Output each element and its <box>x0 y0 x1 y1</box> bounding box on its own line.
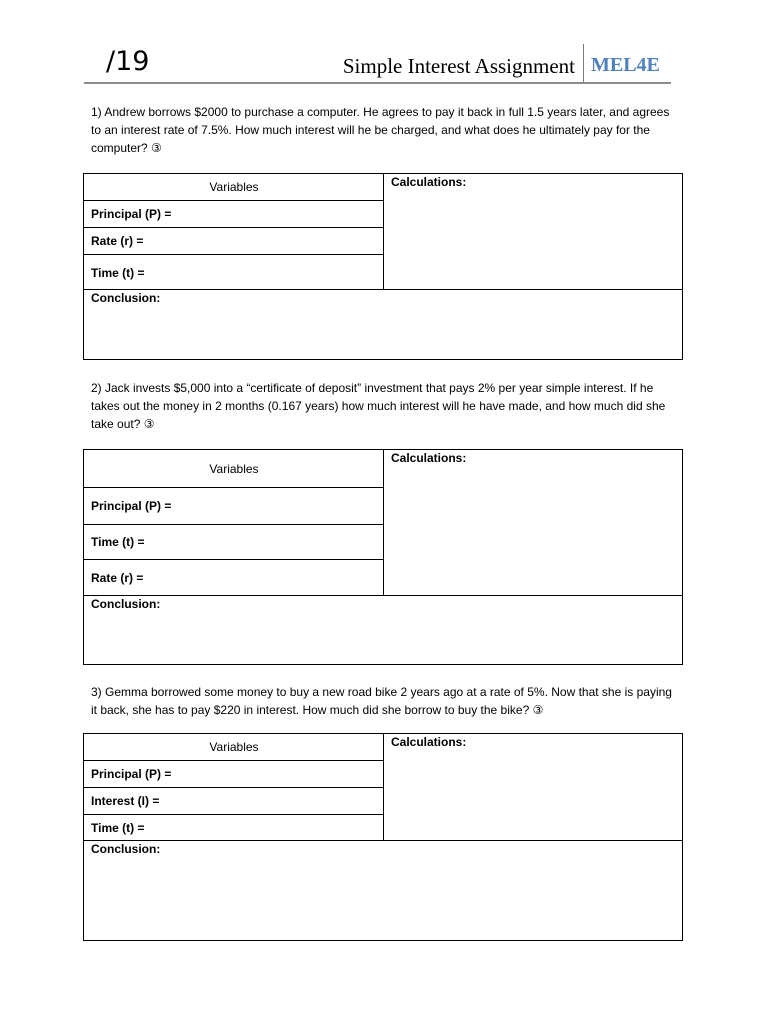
question-2-table <box>83 449 683 665</box>
variables-header: Variables <box>84 174 384 201</box>
variables-column <box>84 450 384 596</box>
variables-header: Variables <box>84 734 384 761</box>
score-label: /19 <box>106 46 150 77</box>
variables-header: Variables <box>84 450 384 488</box>
question-1-text: 1) Andrew borrows $2000 to purchase a computer. He agrees to pay it back in full 1.5 years later, and agrees to an interest rate of 7.5%. How much interest will he be charged, and what does he ultimately pay for the computer? ③ <box>91 105 670 155</box>
calculations-label: Calculations: <box>391 735 467 749</box>
variable-row[interactable]: Principal (P) = <box>84 488 384 525</box>
variable-row[interactable]: Time (t) = <box>91 821 145 835</box>
calculations-label: Calculations: <box>391 175 467 189</box>
conclusion-divider <box>84 840 682 841</box>
page-title: Simple Interest Assignment <box>342 54 575 78</box>
course-code: MEL4E <box>591 54 660 76</box>
variable-row[interactable]: Interest (I) = <box>84 788 384 815</box>
question-2-text: 2) Jack invests $5,000 into a “certificate of deposit” investment that pays 2% per year simple interest. If he takes out the money in 2 months (0.167 years) how much interest will he have made, and how much did she take out? ③ <box>91 381 666 431</box>
conclusion-divider <box>84 289 682 290</box>
variables-column <box>84 174 384 290</box>
header-rule <box>84 82 671 84</box>
conclusion-label: Conclusion: <box>91 291 161 305</box>
variable-row[interactable]: Rate (r) = <box>91 571 144 585</box>
calculations-label: Calculations: <box>391 451 467 465</box>
conclusion-label: Conclusion: <box>91 597 161 611</box>
question-3-table <box>83 733 683 941</box>
question-1-table <box>83 173 683 360</box>
variable-row[interactable]: Rate (r) = <box>84 228 384 255</box>
variable-row[interactable]: Time (t) = <box>84 525 384 560</box>
variable-row[interactable]: Principal (P) = <box>84 201 384 228</box>
variable-row[interactable]: Principal (P) = <box>84 761 384 788</box>
variables-column <box>84 734 384 841</box>
header-divider <box>583 44 584 82</box>
conclusion-divider <box>84 595 682 596</box>
conclusion-label: Conclusion: <box>91 842 161 856</box>
page-header <box>84 44 671 84</box>
question-3-text: 3) Gemma borrowed some money to buy a new road bike 2 years ago at a rate of 5%. Now that she is paying it back, she has to pay $220 in interest. How much did she borrow to buy the bike? ③ <box>91 685 672 717</box>
variable-row[interactable]: Time (t) = <box>91 265 145 280</box>
